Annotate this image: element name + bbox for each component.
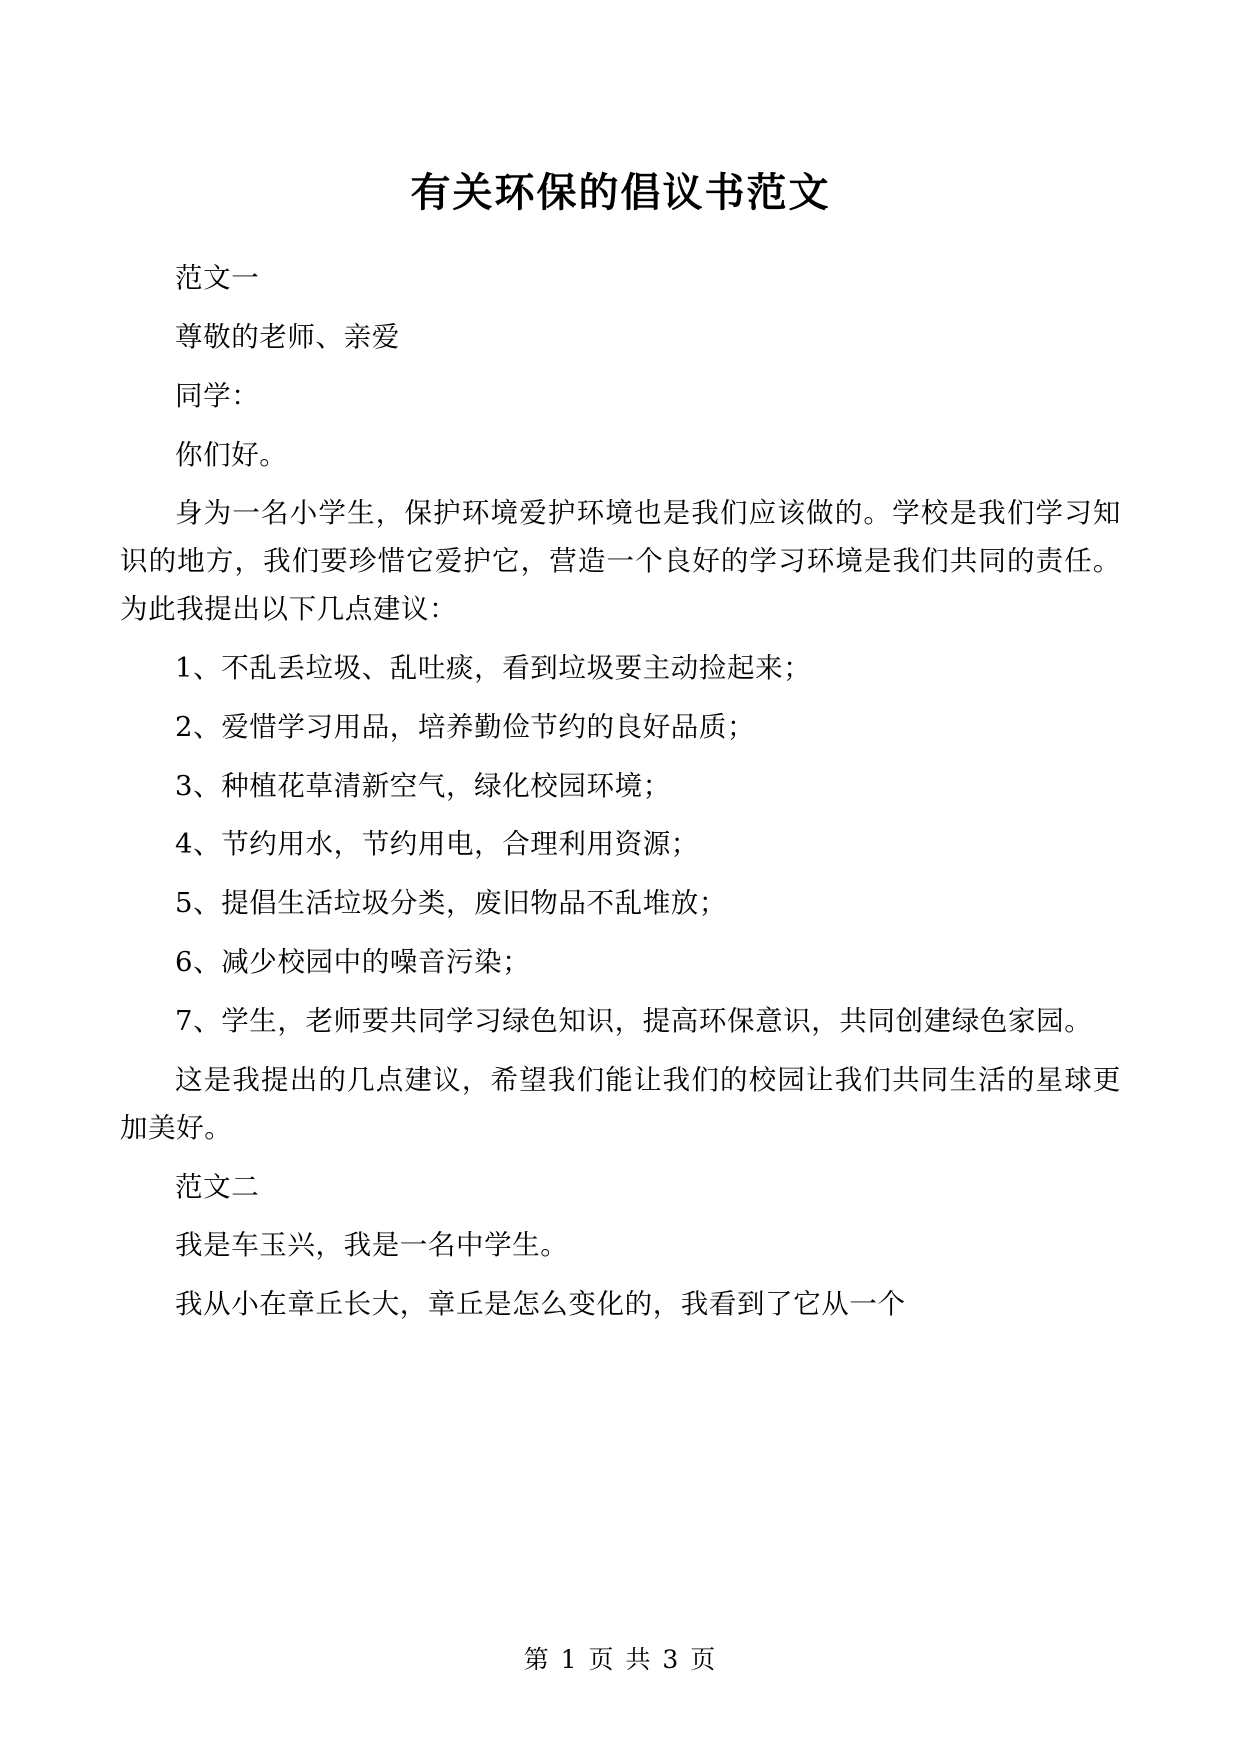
paragraph: 这是我提出的几点建议，希望我们能让我们的校园让我们共同生活的星球更加美好。 [120, 1063, 1121, 1144]
page-title: 有关环保的倡议书范文 [410, 170, 831, 216]
paragraph: 身为一名小学生，保护环境爱护环境也是我们应该做的。学校是我们学习知识的地方，我们要珍惜它爱护它，营造一个良好的学习环境是我们共同的责任。为此我提出以下几点建议： [120, 497, 1121, 626]
paragraph: 我是车玉兴，我是一名中学生。 [175, 1229, 569, 1262]
list-item: 6、减少校园中的噪音污染； [175, 946, 531, 979]
list-item: 7、学生，老师要共同学习绿色知识，提高环保意识，共同创建绿色家园。 [175, 1004, 1093, 1037]
page-footer: 第 1 页 共 3 页 [523, 1645, 718, 1674]
paragraph: 你们好。 [175, 438, 288, 471]
paragraph: 我从小在章丘长大，章丘是怎么变化的，我看到了它从一个 [175, 1288, 906, 1321]
paragraph: 范文二 [175, 1170, 260, 1203]
list-item: 2、爱惜学习用品，培养勤俭节约的良好品质； [175, 710, 756, 743]
paragraph: 尊敬的老师、亲爱 [175, 320, 400, 353]
list-item: 5、提倡生活垃圾分类，废旧物品不乱堆放； [175, 887, 727, 920]
paragraph: 同学： [175, 379, 260, 412]
paragraph: 范文一 [175, 262, 260, 294]
list-item: 1、不乱丢垃圾、乱吐痰，看到垃圾要主动捡起来； [175, 651, 812, 684]
list-item: 4、节约用水，节约用电，合理利用资源； [175, 828, 699, 861]
list-item: 3、种植花草清新空气，绿化校园环境； [175, 769, 671, 802]
